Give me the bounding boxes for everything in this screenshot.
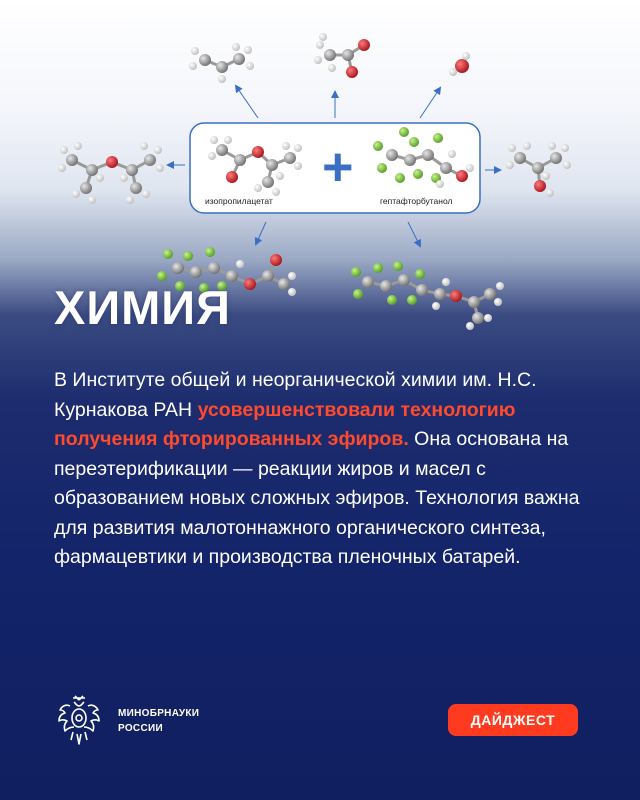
molecule-acetic-acid	[314, 33, 370, 78]
molecule-diisopropyl-ether	[58, 142, 164, 204]
article-text-part1: В Институте общей и неорганической химии им. Н.С. Курнакова РАН	[54, 369, 537, 421]
digest-tag: ДАЙДЖЕСТ	[448, 704, 578, 736]
article-text	[54, 366, 594, 573]
ministry-line-1: МИНОБРНАУКИ	[118, 708, 200, 719]
molecule-propene	[189, 43, 254, 83]
article-text-part2: Она основана на переэтерификации — реакции жиров и масел с образованием новых сложных эфиров. Технология важна для развития малотоннажного органического синтеза, фармацевтики и производства пленочных батарей.	[54, 428, 580, 568]
reactant-2-label: гептафторбутанол	[380, 196, 453, 206]
emblem-icon	[56, 694, 102, 746]
ministry-name	[118, 706, 199, 736]
molecule-isopropanol	[506, 142, 571, 197]
molecule-fluorinated-ether	[351, 261, 504, 330]
ministry-line-2: РОССИИ	[118, 723, 163, 734]
page-title: ХИМИЯ	[54, 281, 231, 334]
article-text-highlight: усовершенствовали технологию получения фторированных эфиров.	[54, 398, 516, 450]
plus-sign: +	[322, 137, 354, 197]
molecule-water	[449, 52, 470, 76]
reactant-1-label: изопропилацетат	[205, 196, 273, 206]
